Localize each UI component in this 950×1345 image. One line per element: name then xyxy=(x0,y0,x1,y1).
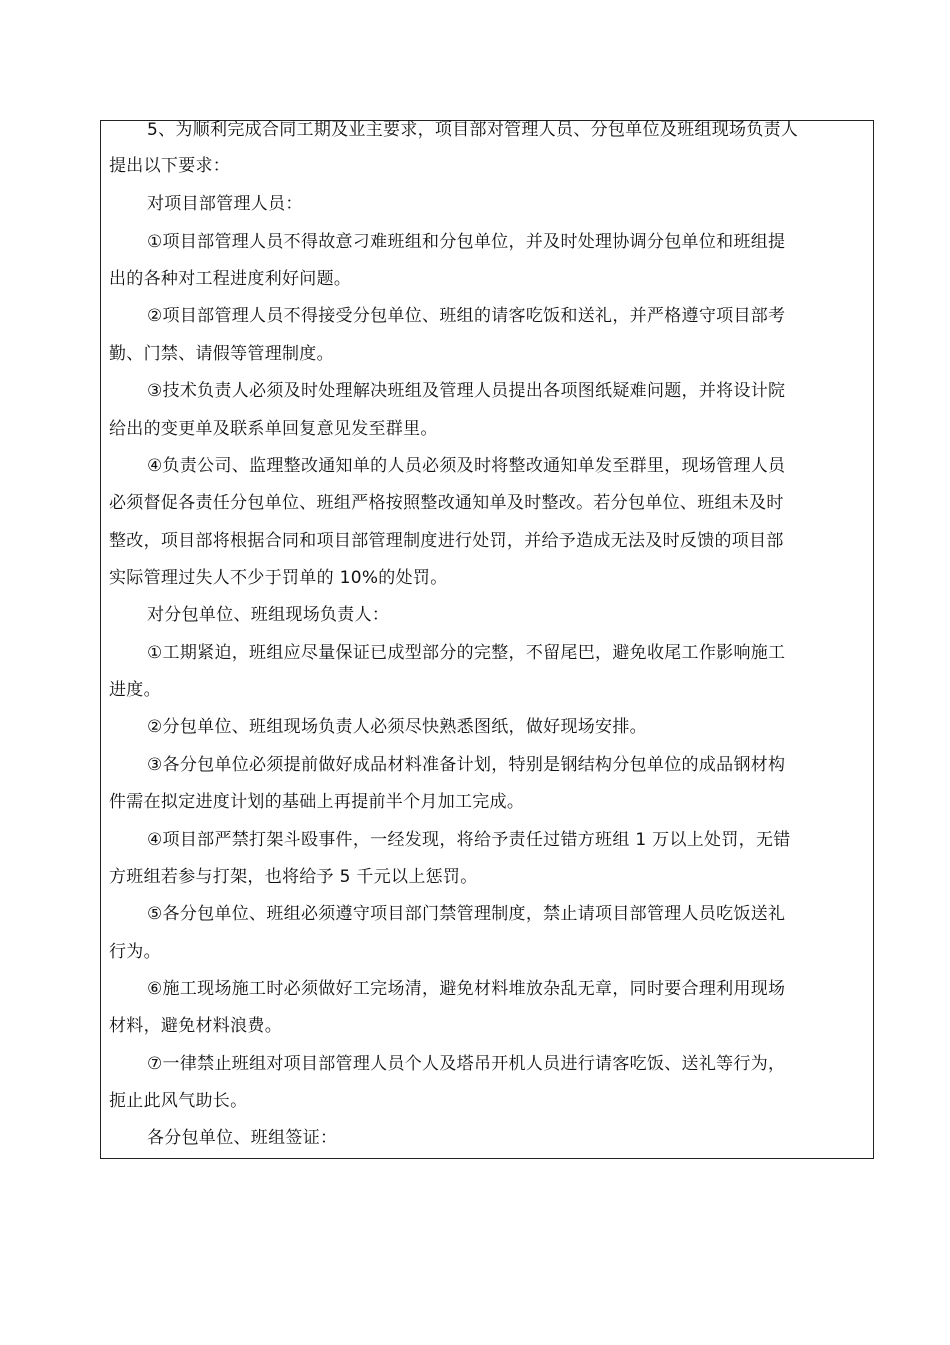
sub-rule-3-line-2: 件需在拟定进度计划的基础上再提前半个月加工完成。 xyxy=(109,792,525,812)
sub-rule-7-line-2: 扼止此风气助长。 xyxy=(109,1091,248,1111)
manager-rule-3-line-1: ③技术负责人必须及时处理解决班组及管理人员提出各项图纸疑难问题，并将设计院 xyxy=(147,381,786,401)
sub-rule-5-line-1: ⑤各分包单位、班组必须遵守项目部门禁管理制度，禁止请项目部管理人员吃饭送礼 xyxy=(147,904,786,924)
sub-rule-2-line-1: ②分包单位、班组现场负责人必须尽快熟悉图纸，做好现场安排。 xyxy=(147,717,647,737)
sub-rule-3-line-1: ③各分包单位必须提前做好成品材料准备计划，特别是钢结构分包单位的成品钢材构 xyxy=(147,755,786,775)
section-heading-managers: 对项目部管理人员： xyxy=(147,194,303,214)
sub-rule-6-line-1: ⑥施工现场施工时必须做好工完场清，避免材料堆放杂乱无章，同时要合理利用现场 xyxy=(147,979,786,999)
manager-rule-1-line-2: 出的各种对工程进度利好问题。 xyxy=(109,269,352,289)
sub-rule-5-line-2: 行为。 xyxy=(109,942,161,962)
paragraph-5-line-2: 提出以下要求： xyxy=(109,156,231,176)
sub-rule-7-line-1: ⑦一律禁止班组对项目部管理人员个人及塔吊开机人员进行请客吃饭、送礼等行为， xyxy=(147,1054,786,1074)
sub-rule-1-line-2: 进度。 xyxy=(109,680,161,700)
sub-rule-4-line-1: ④项目部严禁打架斗殴事件，一经发现，将给予责任过错方班组 1 万以上处罚，无错 xyxy=(147,830,791,850)
sub-rule-1-line-1: ①工期紧迫，班组应尽量保证已成型部分的完整，不留尾巴，避免收尾工作影响施工 xyxy=(147,643,786,663)
section-heading-subcontractors: 对分包单位、班组现场负责人： xyxy=(147,605,390,625)
sub-rule-4-line-2: 方班组若参与打架，也将给予 5 千元以上惩罚。 xyxy=(109,867,478,887)
signature-label: 各分包单位、班组签证： xyxy=(147,1128,338,1148)
paragraph-5-line-1: 5、为顺利完成合同工期及业主要求，项目部对管理人员、分包单位及班组现场负责人 xyxy=(147,120,799,140)
manager-rule-3-line-2: 给出的变更单及联系单回复意见发至群里。 xyxy=(109,419,438,439)
manager-rule-4-line-3: 整改，项目部将根据合同和项目部管理制度进行处罚，并给予造成无法及时反馈的项目部 xyxy=(109,531,784,551)
manager-rule-4-line-4: 实际管理过失人不少于罚单的 10%的处罚。 xyxy=(109,568,448,588)
manager-rule-4-line-1: ④负责公司、监理整改通知单的人员必须及时将整改通知单发至群里，现场管理人员 xyxy=(147,456,786,476)
manager-rule-2-line-1: ②项目部管理人员不得接受分包单位、班组的请客吃饭和送礼，并严格遵守项目部考 xyxy=(147,306,786,326)
manager-rule-2-line-2: 勤、门禁、请假等管理制度。 xyxy=(109,344,334,364)
manager-rule-4-line-2: 必须督促各责任分包单位、班组严格按照整改通知单及时整改。若分包单位、班组未及时 xyxy=(109,493,784,513)
sub-rule-6-line-2: 材料，避免材料浪费。 xyxy=(109,1016,282,1036)
manager-rule-1-line-1: ①项目部管理人员不得故意刁难班组和分包单位，并及时处理协调分包单位和班组提 xyxy=(147,232,786,252)
